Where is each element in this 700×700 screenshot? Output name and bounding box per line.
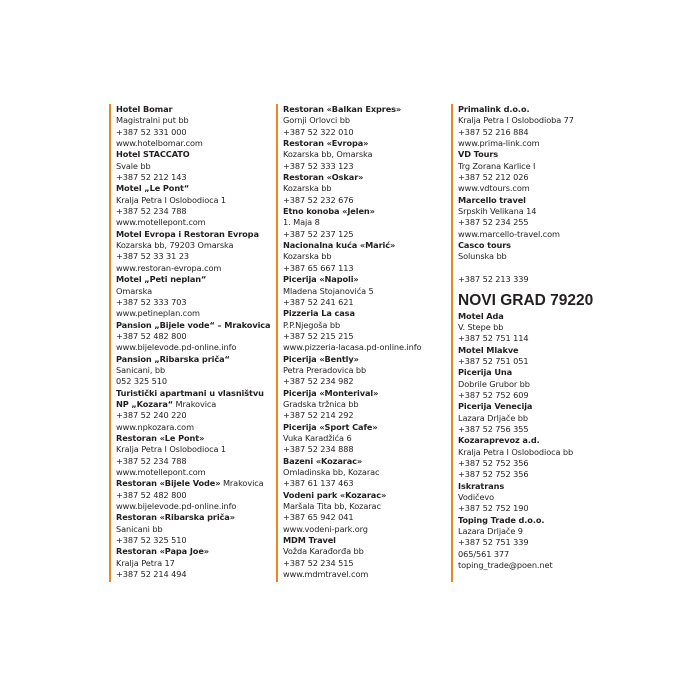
entry-name bbox=[116, 433, 271, 444]
entry-link[interactable]: www.bijelevode.pd-online.info bbox=[116, 342, 237, 353]
directory-entry bbox=[116, 149, 271, 183]
entry-detail: Mladena Stojanovića 5 bbox=[283, 285, 374, 296]
entry-detail: Kozarska bb, 79203 Omarska bbox=[116, 240, 234, 251]
directory-entry bbox=[116, 320, 271, 354]
entry-detail: Gradska tržnica bb bbox=[283, 398, 359, 409]
entry-detail: 065/561 377 bbox=[458, 548, 510, 559]
entry-link[interactable]: www.prima-link.com bbox=[458, 138, 540, 149]
entry-detail: +387 52 234 982 bbox=[283, 376, 354, 387]
column-2-list bbox=[283, 104, 446, 580]
entry-name bbox=[283, 535, 446, 546]
entry-name bbox=[116, 478, 271, 489]
entry-name bbox=[116, 512, 271, 523]
entry-detail: +387 52 240 220 bbox=[116, 410, 187, 421]
directory-entry bbox=[116, 512, 271, 546]
entry-detail: Trg Zorana Karlice I bbox=[458, 160, 536, 171]
entry-detail: +387 52 234 255 bbox=[458, 217, 529, 228]
entry-detail: Kozarska bb bbox=[283, 183, 332, 194]
entry-link[interactable]: www.petineplan.com bbox=[116, 308, 200, 319]
entry-detail: +387 52 752 190 bbox=[458, 503, 529, 514]
entry-detail: Omarska bbox=[116, 285, 152, 296]
entry-link[interactable]: www.motellepont.com bbox=[116, 217, 206, 228]
directory-entry bbox=[283, 138, 446, 172]
directory-entry bbox=[283, 206, 446, 240]
entry-name-text: Restoran «Balkan Expres» bbox=[283, 104, 402, 114]
directory-entry bbox=[458, 367, 601, 401]
entry-name bbox=[116, 320, 271, 331]
entry-name-text: Vodeni park «Kozarac» bbox=[283, 489, 387, 500]
directory-page bbox=[109, 104, 594, 582]
entry-detail: Dobrile Grubor bb bbox=[458, 378, 530, 389]
entry-name bbox=[458, 149, 601, 160]
entry-detail: +387 52 482 800 bbox=[116, 489, 187, 500]
entry-name-text: Hotel Bomar bbox=[116, 104, 173, 114]
spacer bbox=[458, 263, 601, 274]
entry-name-text: Picerija «Napoli» bbox=[283, 274, 359, 285]
entry-detail: +387 52 752 609 bbox=[458, 389, 529, 400]
entry-name-text: Motel „Le Pont“ bbox=[116, 183, 190, 194]
entry-name bbox=[116, 183, 271, 194]
entry-detail: P.P.Njegoša bb bbox=[283, 319, 341, 330]
entry-name-text: Picerija «Sport Cafe» bbox=[283, 421, 378, 432]
entry-name bbox=[116, 546, 271, 557]
entry-link[interactable]: www.vodeni-park.org bbox=[283, 523, 368, 534]
directory-entry bbox=[283, 104, 446, 138]
directory-entry bbox=[458, 515, 601, 572]
entry-detail: Srpskih Velikana 14 bbox=[458, 206, 537, 217]
entry-name bbox=[283, 490, 446, 501]
entry-detail: Omladinska bb, Kozarac bbox=[283, 467, 380, 477]
city-list bbox=[458, 311, 601, 572]
entry-name-text: Pizzeria La casa bbox=[283, 308, 355, 319]
entry-name bbox=[458, 515, 601, 526]
entry-location: Mrakovica bbox=[220, 478, 264, 489]
entry-name bbox=[458, 195, 601, 206]
directory-entry bbox=[283, 388, 446, 422]
entry-name-text: Restoran «Le Pont» bbox=[116, 432, 205, 443]
entry-detail: +387 52 241 621 bbox=[283, 296, 354, 307]
entry-detail: Kralja Petra I Oslobodioca 1 bbox=[116, 194, 227, 205]
entry-name-text: Primalink d.o.o. bbox=[458, 104, 530, 114]
entry-detail: Kozarska bb, Omarska bbox=[283, 149, 373, 160]
directory-entry bbox=[458, 195, 601, 240]
entry-detail: +387 52 333 123 bbox=[283, 160, 354, 171]
column-3 bbox=[451, 104, 601, 582]
entry-detail: Kralja Petra I Oslobodioba 77 bbox=[458, 115, 574, 126]
entry-detail: +387 52 756 355 bbox=[458, 423, 529, 434]
entry-name bbox=[283, 388, 446, 399]
entry-name bbox=[116, 388, 271, 399]
entry-detail: +387 52 322 010 bbox=[283, 126, 354, 137]
entry-detail: +387 52 232 676 bbox=[283, 194, 354, 205]
entry-link[interactable]: toping_trade@poen.net bbox=[458, 560, 553, 571]
directory-entry bbox=[116, 399, 271, 433]
entry-detail: Lazara Drljače bb bbox=[458, 412, 528, 423]
entry-detail: Vuka Karadžića 6 bbox=[283, 432, 352, 443]
column-2 bbox=[276, 104, 446, 582]
entry-detail: +387 52 325 510 bbox=[116, 535, 187, 546]
entry-name-text: NP „Kozara“ bbox=[116, 398, 174, 409]
entry-detail: +387 52 237 125 bbox=[283, 228, 354, 239]
entry-name-text: Marcello travel bbox=[458, 194, 526, 205]
entry-detail: Vožda Karađorđa bb bbox=[283, 546, 364, 557]
entry-detail: +387 65 942 041 bbox=[283, 512, 354, 523]
directory-entry bbox=[458, 401, 601, 435]
entry-name-text: Turistički apartmani u vlasništvu bbox=[116, 387, 264, 398]
entry-name-text: Motel Ada bbox=[458, 310, 504, 321]
directory-entry bbox=[283, 274, 446, 308]
directory-entry bbox=[116, 229, 271, 274]
entry-link[interactable]: www.restoran-evropa.com bbox=[116, 262, 222, 273]
entry-detail: Solunska bb bbox=[458, 251, 507, 262]
entry-name-text: Bazeni «Kozarac» bbox=[283, 455, 363, 466]
directory-entry bbox=[283, 240, 446, 274]
entry-link[interactable]: www.pizzeria-lacasa.pd-online.info bbox=[283, 342, 422, 353]
entry-detail: +387 52 234 888 bbox=[283, 444, 354, 455]
entry-detail: +387 52 214 292 bbox=[283, 410, 354, 421]
entry-name bbox=[283, 138, 446, 149]
entry-name bbox=[283, 240, 446, 251]
entry-name bbox=[458, 240, 601, 251]
entry-link[interactable]: www.vdtours.com bbox=[458, 183, 530, 194]
entry-name bbox=[458, 481, 601, 492]
entry-name bbox=[283, 104, 446, 115]
entry-name-text: Restoran «Evropa» bbox=[283, 138, 369, 149]
entry-detail: Petra Preradovica bb bbox=[283, 364, 367, 375]
directory-entry bbox=[283, 456, 446, 490]
entry-name bbox=[458, 401, 601, 412]
entry-name-text: Picerija Una bbox=[458, 367, 513, 378]
entry-name bbox=[116, 104, 271, 115]
entry-name bbox=[283, 354, 446, 365]
column-1-list bbox=[116, 104, 271, 580]
entry-detail: +387 52 212 026 bbox=[458, 172, 529, 183]
entry-name-text: Picerija «Bently» bbox=[283, 353, 359, 364]
entry-name bbox=[458, 435, 601, 446]
entry-detail: Kralja Petra I Oslobodioca bb bbox=[458, 446, 574, 457]
directory-entry bbox=[458, 104, 601, 149]
entry-name bbox=[283, 206, 446, 217]
entry-detail: +387 52 215 215 bbox=[283, 330, 354, 341]
entry-name-text: Motel Evropa i Restoran Evropa bbox=[116, 228, 259, 239]
entry-detail: +387 52 33 31 23 bbox=[116, 251, 189, 262]
entry-name bbox=[116, 274, 271, 285]
entry-detail: Magistralni put bb bbox=[116, 115, 189, 126]
entry-detail: Sanicani bb bbox=[116, 523, 163, 534]
directory-entry bbox=[458, 149, 601, 194]
entry-name bbox=[283, 274, 446, 285]
directory-entry bbox=[283, 422, 446, 456]
entry-detail: +387 52 752 356 bbox=[458, 457, 529, 468]
entry-name bbox=[458, 345, 601, 356]
directory-entry bbox=[116, 546, 271, 580]
entry-name bbox=[458, 367, 601, 378]
directory-entry bbox=[116, 354, 271, 388]
directory-entry bbox=[283, 308, 446, 353]
entry-name-text: Toping Trade d.o.o. bbox=[458, 514, 545, 525]
entry-name-text: Nacionalna kuća «Marić» bbox=[283, 240, 396, 251]
entry-name bbox=[116, 399, 271, 410]
entry-detail: V. Stepe bb bbox=[458, 321, 504, 332]
entry-name-text: Restoran «Ribarska priča» bbox=[116, 512, 235, 523]
entry-name-text: Restoran «Papa Joe» bbox=[116, 546, 209, 557]
directory-entry bbox=[116, 104, 271, 149]
entry-link[interactable]: www.mdmtravel.com bbox=[283, 569, 369, 580]
entry-detail: +387 52 234 788 bbox=[116, 455, 187, 466]
entry-detail: Kralja Petra I Oslobodioca 1 bbox=[116, 444, 227, 455]
entry-link[interactable]: www.motellepont.com bbox=[116, 467, 206, 477]
entry-detail: +387 61 137 463 bbox=[283, 478, 354, 489]
entry-detail: +387 52 751 051 bbox=[458, 355, 529, 366]
entry-name-text: Motel Mlakve bbox=[458, 344, 519, 355]
entry-detail: Gornji Orlovci bb bbox=[283, 115, 350, 126]
entry-name-text: Picerija Venecija bbox=[458, 401, 533, 412]
entry-name-text: Picerija «Monterival» bbox=[283, 387, 379, 398]
entry-name-text: Casco tours bbox=[458, 240, 511, 251]
entry-link[interactable]: www.marcello-travel.com bbox=[458, 228, 560, 239]
entry-detail: +387 52 213 339 bbox=[458, 274, 529, 285]
entry-name-text: Kozaraprevoz a.d. bbox=[458, 435, 540, 446]
entry-name-text: Hotel STACCATO bbox=[116, 149, 190, 160]
entry-name-text: VD Tours bbox=[458, 149, 499, 160]
directory-entry bbox=[283, 490, 446, 535]
directory-entry bbox=[458, 435, 601, 480]
directory-entry bbox=[116, 274, 271, 319]
entry-detail: +387 65 667 113 bbox=[283, 262, 354, 273]
entry-name bbox=[283, 308, 446, 319]
directory-entry bbox=[458, 240, 601, 285]
entry-detail: 052 325 510 bbox=[116, 376, 167, 387]
entry-name-text: Pansion „Ribarska priča“ bbox=[116, 353, 230, 364]
entry-detail: Kozarska bb bbox=[283, 251, 332, 262]
entry-detail: +387 52 333 703 bbox=[116, 296, 187, 307]
entry-detail: Kralja Petra 17 bbox=[116, 557, 175, 568]
entry-name bbox=[116, 354, 271, 365]
entry-name-text: Motel „Peti neplan“ bbox=[116, 274, 207, 285]
entry-name-text: MDM Travel bbox=[283, 535, 336, 546]
entry-name bbox=[116, 229, 271, 240]
entry-name bbox=[458, 311, 601, 322]
entry-detail: +387 52 752 356 bbox=[458, 469, 529, 480]
directory-entry bbox=[458, 345, 601, 368]
entry-detail: +387 52 331 000 bbox=[116, 126, 187, 137]
directory-entry bbox=[116, 433, 271, 478]
directory-entry bbox=[116, 388, 271, 399]
entry-detail: Svale bb bbox=[116, 160, 151, 171]
entry-detail: +387 52 216 884 bbox=[458, 126, 529, 137]
directory-entry bbox=[283, 354, 446, 388]
entry-link[interactable]: www.npkozara.com bbox=[116, 421, 194, 432]
directory-entry bbox=[283, 172, 446, 206]
entry-link[interactable]: www.bijelevode.pd-online.info bbox=[116, 501, 237, 512]
entry-name bbox=[116, 149, 271, 160]
entry-name-text: Pansion „Bijele vode“ – Mrakovica bbox=[116, 319, 271, 330]
entry-name bbox=[283, 172, 446, 183]
entry-detail: Lazara Drljače 9 bbox=[458, 526, 523, 537]
entry-location: Mrakovica bbox=[173, 398, 217, 409]
directory-entry bbox=[458, 311, 601, 345]
entry-detail: +387 52 212 143 bbox=[116, 172, 187, 183]
directory-entry bbox=[116, 478, 271, 512]
column-1 bbox=[109, 104, 271, 582]
entry-name bbox=[283, 456, 446, 467]
entry-detail: +387 52 214 494 bbox=[116, 569, 187, 580]
directory-entry bbox=[283, 535, 446, 580]
entry-detail: +387 52 751 339 bbox=[458, 537, 529, 548]
entry-detail: Vodičevo bbox=[458, 492, 495, 502]
entry-detail: +387 52 234 515 bbox=[283, 557, 354, 568]
entry-detail: Sanicani, bb bbox=[116, 364, 166, 375]
entry-detail: +387 52 482 800 bbox=[116, 330, 187, 341]
entry-detail: 1. Maja 8 bbox=[283, 217, 320, 228]
entry-link[interactable]: www.hotelbomar.com bbox=[116, 138, 203, 149]
entry-name-text: Restoran «Oskar» bbox=[283, 172, 364, 183]
entry-detail: +387 52 751 114 bbox=[458, 333, 529, 344]
entry-detail: Maršala Tita bb, Kozarac bbox=[283, 501, 381, 512]
column-3-list bbox=[458, 104, 601, 286]
directory-entry bbox=[458, 481, 601, 515]
city-heading: NOVI GRAD 79220 bbox=[458, 291, 594, 309]
entry-name-text: Restoran «Bijele Vode» bbox=[116, 478, 221, 489]
entry-name-text: Iskratrans bbox=[458, 480, 505, 491]
entry-name-text: Etno konoba «Jelen» bbox=[283, 206, 375, 217]
entry-name bbox=[458, 104, 601, 115]
entry-name bbox=[283, 422, 446, 433]
directory-entry bbox=[116, 183, 271, 228]
entry-detail: +387 52 234 788 bbox=[116, 206, 187, 217]
